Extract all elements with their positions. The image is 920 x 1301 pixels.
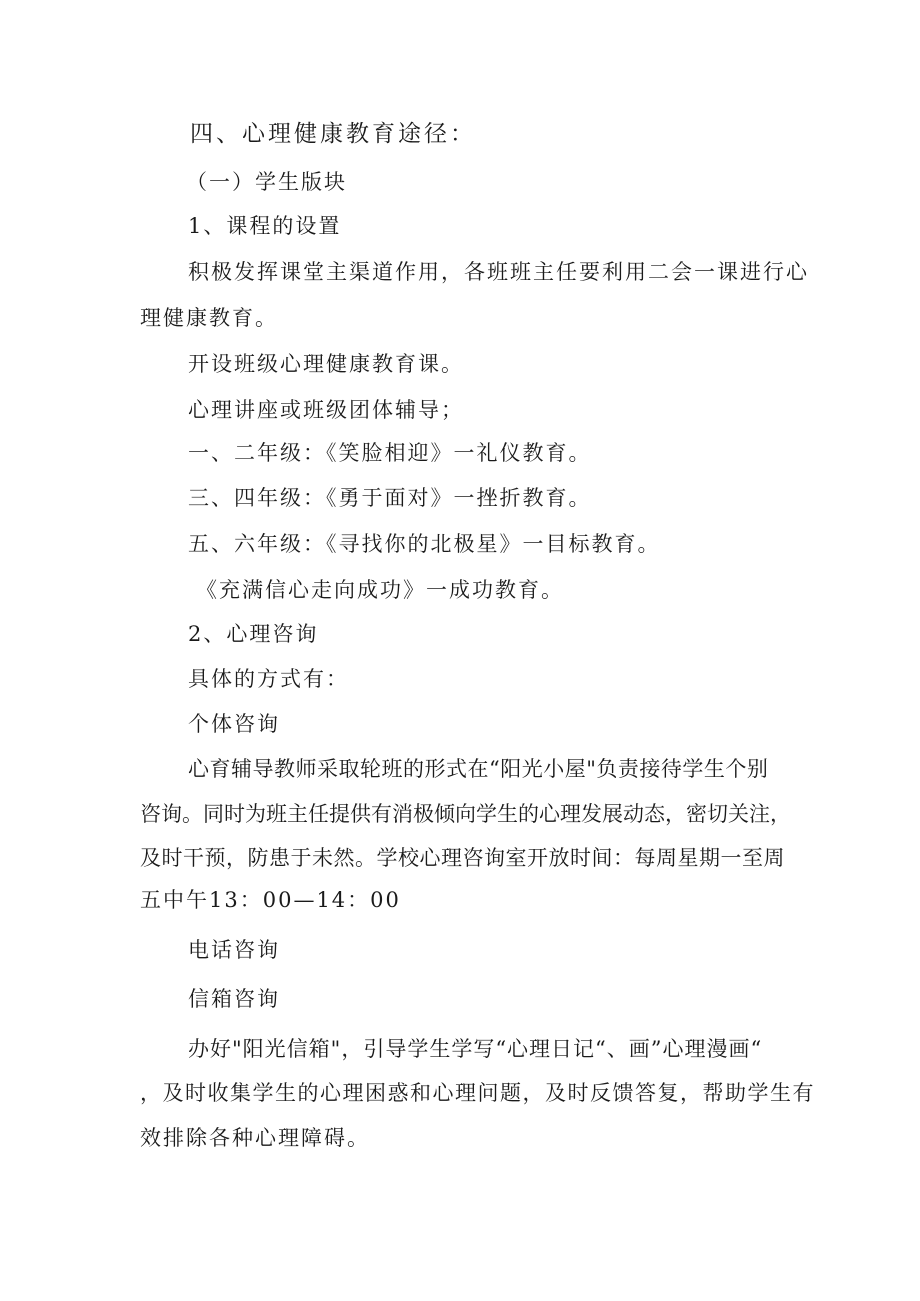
grade-line: 一、二年级：《笑脸相迎》一礼仪教育。 bbox=[188, 441, 592, 465]
success-line: 《充满信心走向成功》一成功教育。 bbox=[196, 578, 564, 602]
paragraph-line: 效排除各种心理障碍。 bbox=[140, 1126, 370, 1150]
section-heading: 四、心理健康教育途径： bbox=[190, 121, 476, 147]
paragraph-line: 及时干预，防患于未然。学校心理咨询室开放时间：每周星期一至周 bbox=[140, 846, 785, 870]
mailbox-title: 信箱咨询 bbox=[188, 987, 280, 1011]
paragraph-line: 积极发挥课堂主渠道作用，各班班主任要利用二会一课进行心 bbox=[188, 260, 809, 284]
item1-title: 1、课程的设置 bbox=[188, 214, 342, 238]
methods-line: 具体的方式有： bbox=[188, 667, 349, 691]
paragraph-line: 办好"阳光信箱"，引导学生学写“心理日记“、画”心理漫画“ bbox=[188, 1037, 763, 1061]
grade-line: 五、六年级：《寻找你的北极星》一目标教育。 bbox=[188, 532, 661, 556]
individual-title: 个体咨询 bbox=[188, 712, 280, 736]
grade-line: 三、四年级：《勇于面对》一挫折教育。 bbox=[188, 486, 592, 510]
paragraph-line: 咨询。同时为班主任提供有消极倾向学生的心理发展动态，密切关注， bbox=[140, 802, 791, 826]
item2-title: 2、心理咨询 bbox=[188, 622, 319, 646]
paragraph-line: 心育辅导教师采取轮班的形式在“阳光小屋"负责接待学生个别 bbox=[188, 757, 769, 781]
phone-title: 电话咨询 bbox=[188, 938, 280, 962]
paragraph-line: 五中午13：00—14：00 bbox=[140, 888, 401, 912]
paragraph-line: 理健康教育。 bbox=[140, 306, 278, 330]
lecture-line: 心理讲座或班级团体辅导； bbox=[188, 398, 464, 422]
paragraph-line: ，及时收集学生的心理困惑和心理问题，及时反馈答复，帮助学生有 bbox=[140, 1081, 815, 1105]
course-line: 开设班级心理健康教育课。 bbox=[188, 352, 464, 376]
subsection-title: （一）学生版块 bbox=[186, 170, 347, 194]
